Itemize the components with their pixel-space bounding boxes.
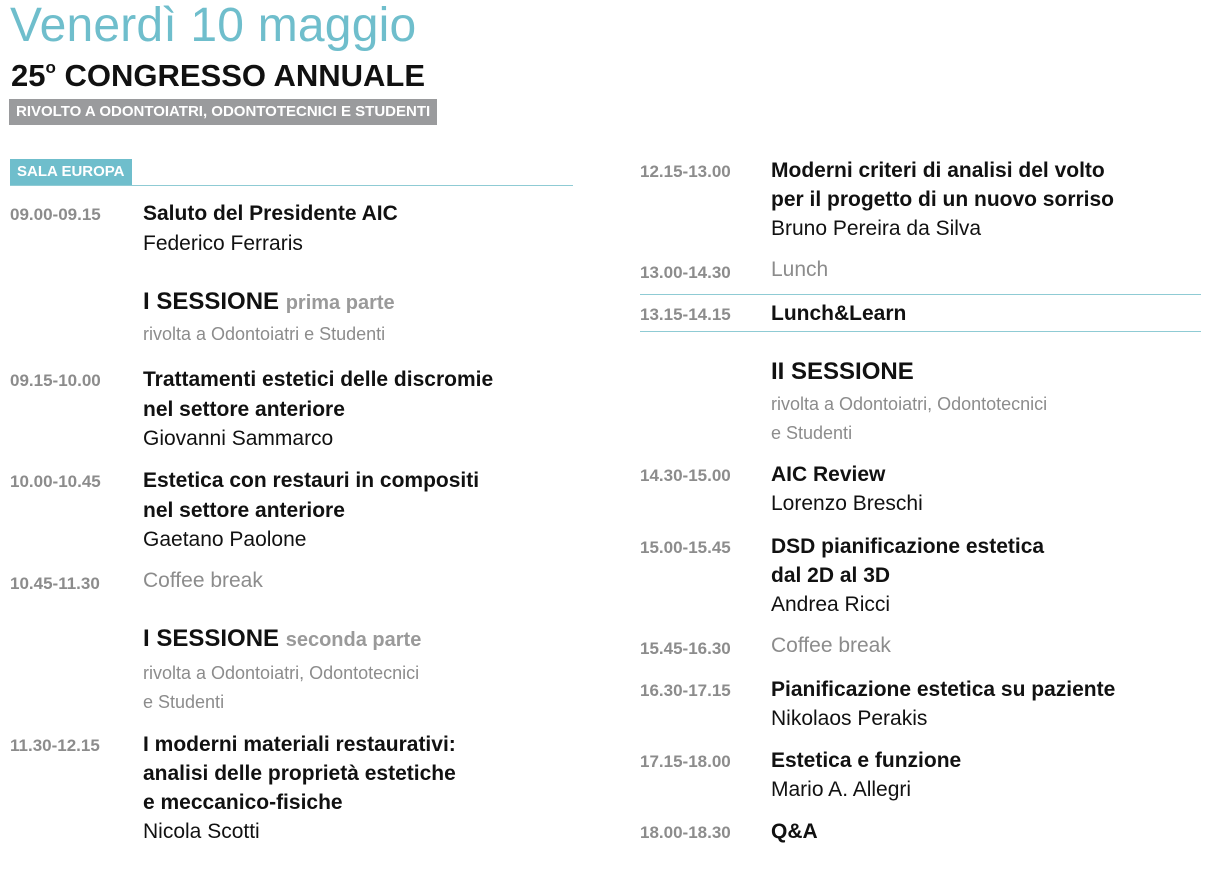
slot-title-line: analisi delle proprietà estetiche (143, 762, 456, 785)
slot-speaker: Giovanni Sammarco (143, 427, 334, 450)
slot-title: Q&A (771, 820, 818, 843)
slot-time: 17.15-18.00 (640, 752, 731, 771)
session-part: seconda parte (285, 629, 422, 651)
slot-time: 10.00-10.45 (10, 472, 101, 491)
slot-time: 18.00-18.30 (640, 823, 731, 842)
slot-time: 10.45-11.30 (10, 574, 100, 593)
audience-badge: RIVOLTO A ODONTOIATRI, ODONTOTECNICI E STUDENTI (9, 99, 437, 125)
slot-title: Lunch&Learn (771, 302, 907, 325)
slot-time: 16.30-17.15 (640, 681, 731, 700)
slot-time: 09.15-10.00 (10, 371, 101, 390)
session-audience: rivolta a Odontoiatri e Studenti (143, 324, 386, 344)
slot-speaker: Andrea Ricci (771, 593, 891, 616)
divider (640, 331, 1201, 332)
slot-title-line: Estetica con restauri in compositi (143, 469, 480, 492)
slot-title-line: per il progetto di un nuovo sorriso (771, 188, 1115, 211)
break-label: Lunch (771, 258, 829, 281)
slot-title-line: nel settore anteriore (143, 499, 345, 522)
session-audience: e Studenti (771, 423, 853, 443)
slot-time: 14.30-15.00 (640, 466, 731, 485)
slot-title: AIC Review (771, 463, 886, 486)
slot-title-line: e meccanico-fisiche (143, 791, 343, 814)
divider (640, 294, 1201, 295)
session-name: I SESSIONE (143, 288, 280, 315)
break-label: Coffee break (771, 634, 891, 657)
slot-title-line: Moderni criteri di analisi del volto (771, 159, 1105, 182)
session-audience: rivolta a Odontoiatri, Odontotecnici (771, 394, 1048, 414)
slot-time: 09.00-09.15 (10, 205, 101, 224)
slot-time: 15.00-15.45 (640, 538, 731, 557)
slot-title-line: Trattamenti estetici delle discromie (143, 368, 494, 391)
session-name: I SESSIONE (143, 625, 280, 652)
slot-time: 12.15-13.00 (640, 162, 731, 181)
session-part: prima parte (285, 292, 395, 314)
slot-speaker: Mario A. Allegri (771, 778, 912, 801)
session-audience: e Studenti (143, 692, 225, 712)
slot-title-line: DSD pianificazione estetica (771, 535, 1045, 558)
session-heading (771, 358, 914, 386)
room-badge: SALA EUROPA (10, 159, 132, 185)
slot-title: Saluto del Presidente AIC (143, 202, 398, 225)
slot-time: 11.30-12.15 (10, 736, 100, 755)
session-heading (143, 288, 395, 316)
break-label: Coffee break (143, 569, 263, 592)
slot-speaker: Nicola Scotti (143, 820, 260, 843)
slot-title-line: dal 2D al 3D (771, 564, 891, 587)
slot-speaker: Nikolaos Perakis (771, 707, 928, 730)
slot-time: 13.00-14.30 (640, 263, 731, 282)
congress-number: 25 (11, 58, 46, 93)
session-heading (143, 625, 421, 653)
slot-title: Pianificazione estetica su paziente (771, 678, 1116, 701)
slot-time: 15.45-16.30 (640, 639, 731, 658)
slot-time: 13.15-14.15 (640, 305, 731, 324)
slot-speaker: Federico Ferraris (143, 232, 303, 255)
room-header (10, 159, 573, 186)
slot-title: Estetica e funzione (771, 749, 962, 772)
session-name: II SESSIONE (771, 358, 914, 385)
congress-name: CONGRESSO ANNUALE (55, 58, 426, 93)
slot-speaker: Gaetano Paolone (143, 528, 307, 551)
congress-title (11, 58, 425, 94)
congress-ordinal-mark: o (45, 58, 56, 77)
slot-title-line: I moderni materiali restaurativi: (143, 733, 456, 756)
session-audience: rivolta a Odontoiatri, Odontotecnici (143, 663, 420, 683)
slot-speaker: Bruno Pereira da Silva (771, 217, 982, 240)
slot-speaker: Lorenzo Breschi (771, 492, 923, 515)
page-date: Venerdì 10 maggio (10, 0, 417, 52)
slot-title-line: nel settore anteriore (143, 398, 345, 421)
